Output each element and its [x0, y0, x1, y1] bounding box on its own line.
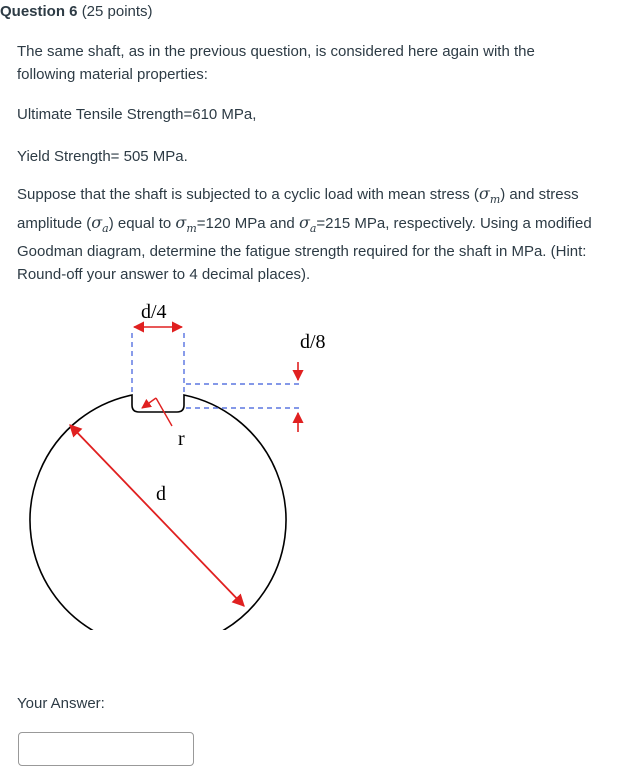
yield-strength-text: Yield Strength= 505 MPa.	[17, 148, 188, 165]
sigma-a-symbol: $\sigma_a$	[91, 213, 109, 236]
question-points: (25 points)	[81, 3, 153, 20]
label-width: d/4	[141, 301, 167, 323]
problem-text-part3: ) equal to	[108, 215, 176, 233]
problem-text-part4: =120 MPa and	[196, 215, 299, 233]
sigma-a-value-symbol: $\sigma_a$	[298, 213, 317, 236]
problem-text-part5: =215 MPa, respectively. Using a modified Goodman diagram, determine the fatigue strength required for the shaft in MPa. (Hint: Round-off your answer to 4 decimal places).	[17, 215, 592, 284]
problem-text-part2: ) and stress amplitude (	[17, 186, 579, 233]
question-title: Question 6	[0, 3, 78, 20]
sigma-m-value-symbol: $\sigma_m$	[175, 213, 197, 236]
shaft-outline	[30, 395, 286, 630]
problem-text	[17, 182, 619, 286]
label-diameter: d	[156, 483, 166, 505]
answer-label: Your Answer:	[17, 695, 105, 712]
label-radius: r	[178, 428, 185, 450]
intro-text: The same shaft, as in the previous question, is considered here again with the following material properties:	[17, 43, 535, 83]
diameter-arrow	[70, 425, 244, 606]
radius-arrow-head	[142, 398, 156, 408]
label-depth: d/8	[300, 331, 326, 353]
problem-text-part1: Suppose that the shaft is subjected to a cyclic load with mean stress (	[17, 186, 479, 203]
question-header	[0, 0, 629, 30]
uts-text: Ultimate Tensile Strength=610 MPa,	[17, 106, 257, 123]
answer-input[interactable]	[18, 732, 194, 766]
shaft-figure	[20, 285, 340, 630]
sigma-m-symbol: $\sigma_m$	[478, 184, 501, 207]
